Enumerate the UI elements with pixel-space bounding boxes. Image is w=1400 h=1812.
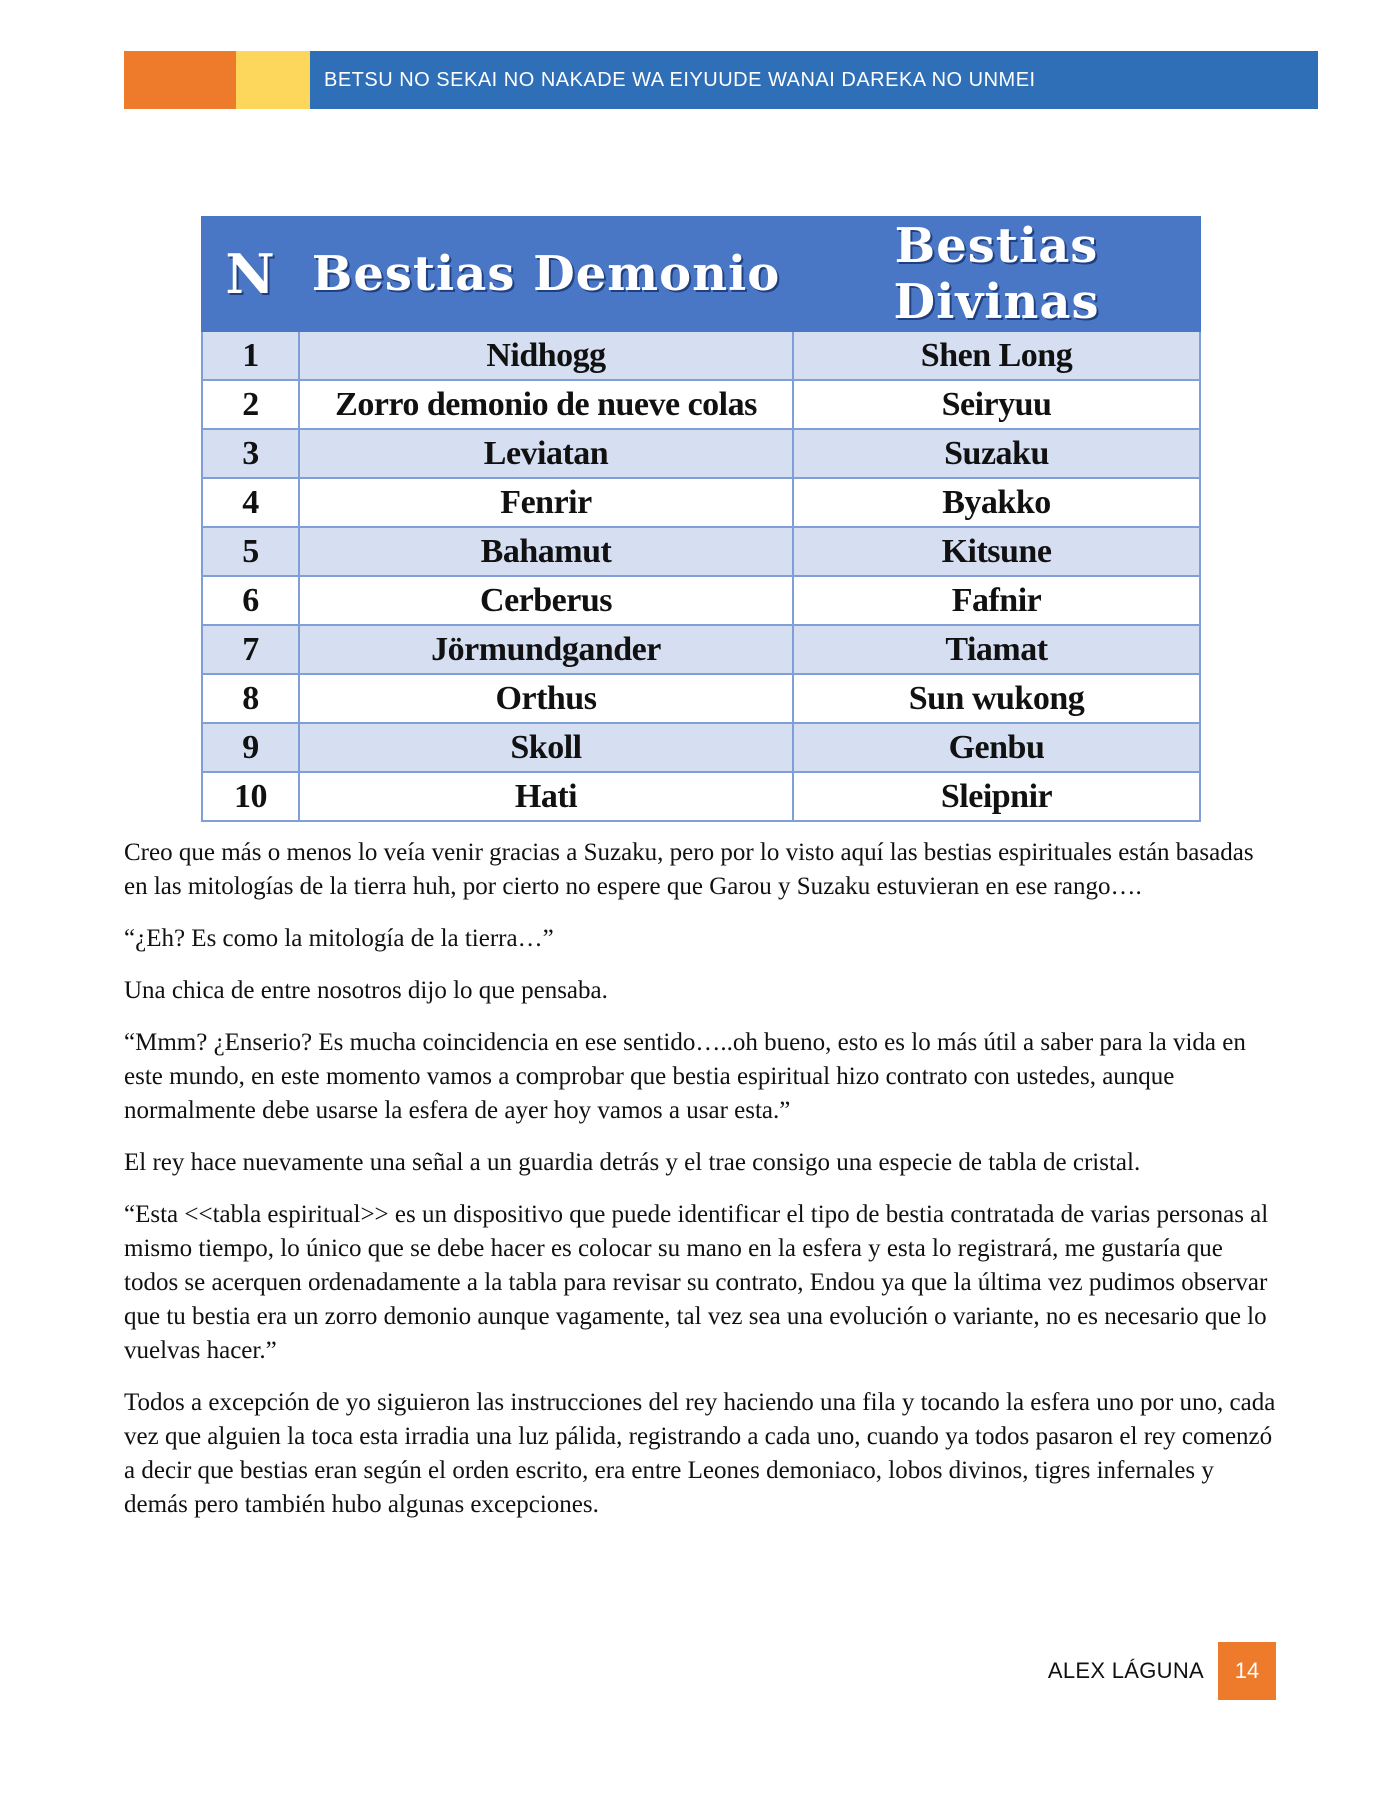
demon-beast-cell: Zorro demonio de nueve colas	[299, 380, 793, 429]
demon-beast-cell: Leviatan	[299, 429, 793, 478]
table-row	[202, 527, 1200, 576]
demon-beast-cell: Fenrir	[299, 478, 793, 527]
table-row	[202, 674, 1200, 723]
header-title: BETSU NO SEKAI NO NAKADE WA EIYUUDE WANAI DAREKA NO UNMEI	[324, 68, 1036, 91]
divine-beast-cell: Seiryuu	[793, 380, 1200, 429]
table-row	[202, 772, 1200, 821]
header-demon-beasts: Bestias Demonio	[299, 217, 793, 331]
table-row	[202, 576, 1200, 625]
table-row	[202, 478, 1200, 527]
demon-beast-cell: Bahamut	[299, 527, 793, 576]
page-footer	[1000, 1642, 1276, 1700]
divine-beast-cell: Sun wukong	[793, 674, 1200, 723]
paragraph: “Esta <<tabla espiritual>> es un dispositivo que puede identificar el tipo de bestia contratada de varias personas al mismo tiempo, lo único que se debe hacer es colocar su mano en la esfera y esta lo registrará, me gustaría que todos se acerquen ordenadamente a la tabla para revisar su contrato, Endou ya que la última vez pudimos observar que tu bestia era un zorro demonio aunque vagamente, tal vez sea una evolución o variante, no es necesario que lo vuelvas hacer.”	[124, 1201, 1269, 1364]
paragraph: Creo que más o menos lo veía venir gracias a Suzaku, pero por lo visto aquí las bestias espirituales están basadas en las mitologías de la tierra huh, por cierto no espere que Garou y Suzaku estuvieran en ese rango….	[124, 839, 1254, 900]
header-yellow-block	[236, 51, 310, 109]
header-orange-block	[124, 51, 236, 109]
demon-beast-cell: Orthus	[299, 674, 793, 723]
divine-beast-cell: Sleipnir	[793, 772, 1200, 821]
number-cell: 10	[202, 772, 299, 821]
divine-beast-cell: Shen Long	[793, 331, 1200, 380]
divine-beast-cell: Suzaku	[793, 429, 1200, 478]
paragraph: El rey hace nuevamente una señal a un guardia detrás y el trae consigo una especie de tabla de cristal.	[124, 1149, 1141, 1176]
paragraph: “¿Eh? Es como la mitología de la tierra…”	[124, 925, 554, 952]
divine-beast-cell: Byakko	[793, 478, 1200, 527]
table-body	[202, 331, 1200, 821]
demon-beast-cell: Cerberus	[299, 576, 793, 625]
demon-beast-cell: Hati	[299, 772, 793, 821]
table-header-row	[202, 217, 1200, 331]
number-cell: 5	[202, 527, 299, 576]
page-number-box	[1218, 1642, 1276, 1700]
page-number: 14	[1234, 1658, 1260, 1683]
number-cell: 2	[202, 380, 299, 429]
number-cell: 3	[202, 429, 299, 478]
table-row	[202, 331, 1200, 380]
number-cell: 6	[202, 576, 299, 625]
table-row	[202, 723, 1200, 772]
header-number: N	[202, 217, 299, 331]
divine-beast-cell: Tiamat	[793, 625, 1200, 674]
story-text	[124, 836, 1282, 1540]
number-cell: 9	[202, 723, 299, 772]
paragraph: Una chica de entre nosotros dijo lo que pensaba.	[124, 977, 608, 1004]
table-row	[202, 625, 1200, 674]
number-cell: 7	[202, 625, 299, 674]
demon-beast-cell: Nidhogg	[299, 331, 793, 380]
divine-beast-cell: Genbu	[793, 723, 1200, 772]
header-divine-beasts: Bestias Divinas	[793, 217, 1200, 331]
paragraph: Todos a excepción de yo siguieron las instrucciones del rey haciendo una fila y tocando la esfera uno por uno, cada vez que alguien la toca esta irradia una luz pálida, registrando a cada uno, cuando ya todos pasaron el rey comenzó a decir que bestias eran según el orden escrito, era entre Leones demoniaco, lobos divinos, tigres infernales y demás pero también hubo algunas excepciones.	[124, 1389, 1276, 1518]
header-title-bar	[310, 51, 1318, 109]
number-cell: 8	[202, 674, 299, 723]
divine-beast-cell: Kitsune	[793, 527, 1200, 576]
beasts-table-container	[201, 216, 1199, 822]
author-name: ALEX LÁGUNA	[1047, 1658, 1204, 1683]
demon-beast-cell: Jörmundgander	[299, 625, 793, 674]
page-header	[124, 51, 1318, 109]
divine-beast-cell: Fafnir	[793, 576, 1200, 625]
demon-beast-cell: Skoll	[299, 723, 793, 772]
paragraph: “Mmm? ¿Enserio? Es mucha coincidencia en ese sentido…..oh bueno, esto es lo más útil a saber para la vida en este mundo, en este momento vamos a comprobar que bestia espiritual hizo contrato con ustedes, aunque normalmente debe usarse la esfera de ayer hoy vamos a usar esta.”	[124, 1029, 1246, 1124]
beasts-table	[201, 216, 1201, 822]
number-cell: 1	[202, 331, 299, 380]
number-cell: 4	[202, 478, 299, 527]
table-row	[202, 380, 1200, 429]
table-row	[202, 429, 1200, 478]
